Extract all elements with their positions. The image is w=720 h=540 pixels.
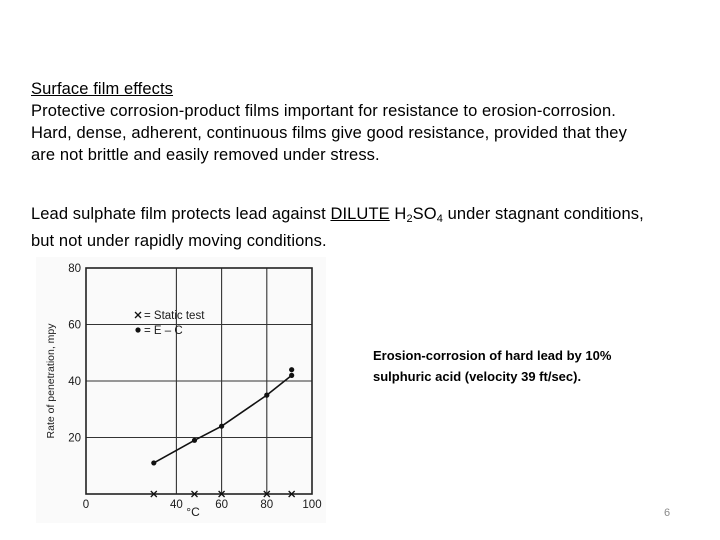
- x-tick-label: 0: [82, 499, 90, 511]
- x-tick-label: 60: [215, 499, 228, 511]
- e-c-data-point: [192, 438, 197, 443]
- figure-caption: Erosion-corrosion of hard lead by 10% sulphuric acid (velocity 39 ft/sec).: [373, 348, 612, 384]
- chart-background: [36, 257, 326, 523]
- acid-h: H: [389, 205, 407, 223]
- erosion-corrosion-chart: [36, 257, 326, 523]
- intro-line-2: Hard, dense, adherent, continuous films give good resistance, provided that they: [31, 124, 627, 142]
- e-c-data-point: [219, 424, 224, 429]
- x-tick-label: 100: [302, 499, 322, 511]
- lead-text-before: Lead sulphate film protects lead against: [31, 205, 331, 223]
- y-axis-label: Rate of penetration, mpy: [45, 323, 57, 439]
- e-c-data-point: [151, 460, 156, 465]
- y-tick-label: 40: [68, 376, 81, 388]
- lead-text-after: under stagnant conditions,: [442, 205, 644, 223]
- dilute-emphasis: DILUTE: [330, 205, 390, 223]
- y-tick-label: 80: [68, 263, 81, 275]
- x-tick-label: 80: [260, 499, 274, 511]
- e-c-data-point: [289, 367, 294, 372]
- legend-label: = Static test: [144, 310, 205, 322]
- x-tick-label: 40: [170, 499, 183, 511]
- acid-subscript-4: 4: [436, 213, 443, 225]
- slide-heading: Surface film effects: [31, 80, 174, 98]
- e-c-data-point: [264, 393, 269, 398]
- y-tick-label: 60: [68, 319, 81, 332]
- legend-marker-e-c: [135, 327, 140, 332]
- lead-line-2: but not under rapidly moving conditions.: [31, 232, 327, 250]
- intro-line-3: are not brittle and easily removed under stress.: [31, 146, 380, 164]
- acid-so: SO: [412, 205, 437, 223]
- y-tick-label: 20: [68, 432, 81, 445]
- lead-paragraph: [31, 203, 706, 252]
- x-axis-label: °C: [186, 505, 200, 519]
- lead-line-1: [31, 203, 706, 230]
- intro-line-1: Protective corrosion-product films important for resistance to erosion-corrosion.: [31, 102, 616, 120]
- legend-label: = E – C: [144, 325, 183, 337]
- acid-subscript-2: 2: [406, 213, 413, 225]
- slide-number: 6: [664, 507, 671, 519]
- intro-paragraph: [31, 78, 706, 166]
- e-c-data-point: [289, 373, 294, 378]
